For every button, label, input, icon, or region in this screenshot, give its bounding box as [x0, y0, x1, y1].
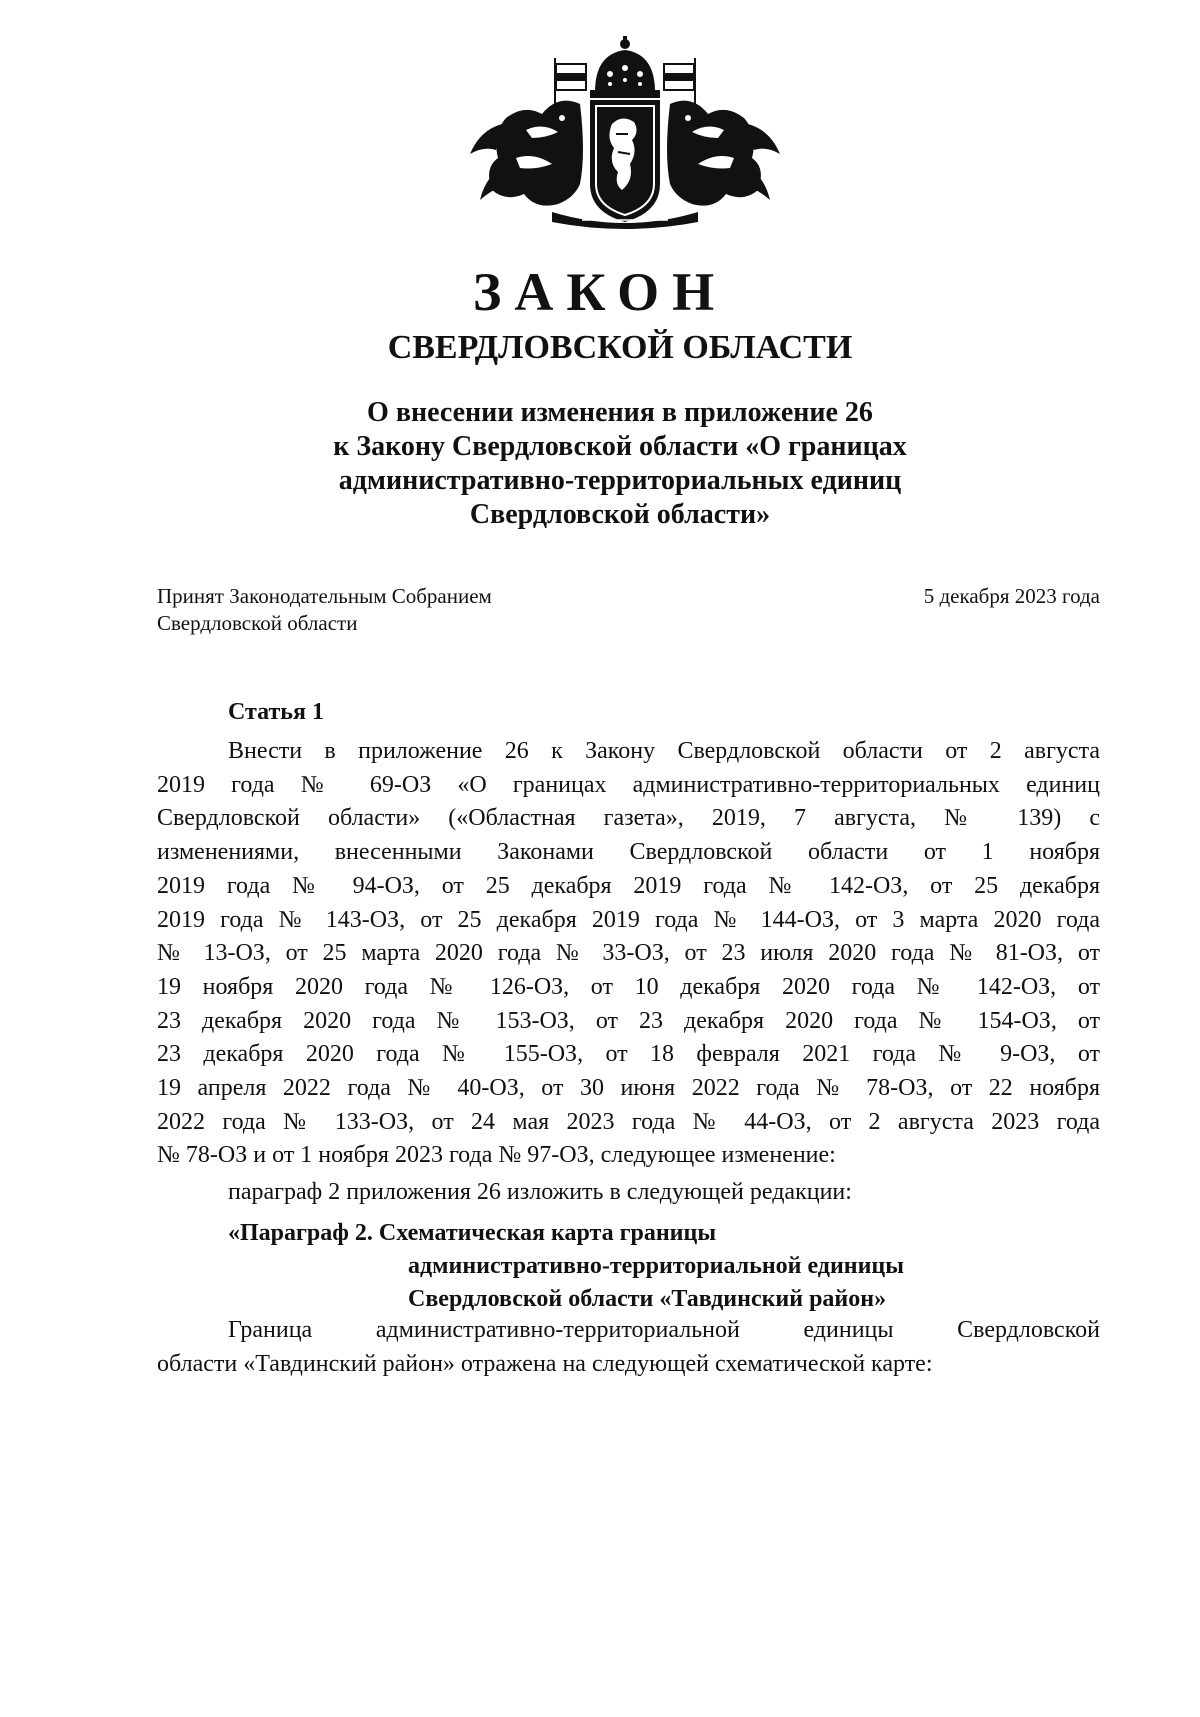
heading-line: к Закону Свердловской области «О границах: [333, 431, 907, 462]
paragraph-instruction: [157, 1176, 1100, 1210]
paragraph-heading: [228, 1217, 904, 1316]
adopted-date: 5 декабря 2023 года: [923, 584, 1100, 608]
text-line: № 78-ОЗ и от 1 ноября 2023 года № 97-ОЗ, следующее изменение:: [157, 1142, 836, 1169]
text-line: изменениями, внесенными Законами Свердловской области от 1 ноября: [157, 839, 1100, 866]
heading-line: Свердловской области»: [469, 499, 771, 530]
article-text: [157, 735, 1100, 1173]
boundary-text: [157, 1314, 1100, 1381]
text-line: 2019 года № 69-ОЗ «О границах административно-территориальных единиц: [157, 771, 1100, 798]
text-line: Свердловской области» («Областная газета», 2019, 7 августа, № 139) с: [157, 805, 1100, 832]
paragraph-heading-line: «Параграф 2. Схематическая карта границы: [228, 1220, 717, 1246]
text-line: Граница административно-территориальной единицы Свердловской: [228, 1317, 1100, 1343]
text-line: 23 декабря 2020 года № 153-ОЗ, от 23 декабря 2020 года № 154-ОЗ, от: [157, 1007, 1100, 1034]
coat-of-arms-emblem: [462, 34, 788, 236]
heading-line: административно-территориальных единиц: [338, 465, 902, 496]
text-line: 2019 года № 94-ОЗ, от 25 декабря 2019 года № 142-ОЗ, от 25 декабря: [157, 872, 1100, 899]
text-line: 23 декабря 2020 года № 155-ОЗ, от 18 февраля 2021 года № 9-ОЗ, от: [157, 1041, 1100, 1068]
adopted-line: Принят Законодательным Собранием: [157, 584, 492, 608]
adopted-by: [157, 583, 492, 637]
text-line: № 13-ОЗ, от 25 марта 2020 года № 33-ОЗ, от 23 июля 2020 года № 81-ОЗ, от: [157, 940, 1100, 967]
text-line: 2022 года № 133-ОЗ, от 24 мая 2023 года № 44-ОЗ, от 2 августа 2023 года: [157, 1108, 1100, 1135]
text-line: 2019 года № 143-ОЗ, от 25 декабря 2019 года № 144-ОЗ, от 3 марта 2020 года: [157, 906, 1100, 933]
paragraph-heading-line: Свердловской области «Тавдинский район»: [408, 1286, 887, 1312]
article-heading: Статья 1: [228, 699, 324, 725]
text-line: параграф 2 приложения 26 изложить в следующей редакции:: [228, 1179, 852, 1205]
text-line: Внести в приложение 26 к Закону Свердловской области от 2 августа: [228, 738, 1100, 764]
law-title: ЗАКОН: [472, 262, 728, 322]
adopted-line: Свердловской области: [157, 611, 358, 635]
text-line: 19 апреля 2022 года № 40-ОЗ, от 30 июня 2022 года № 78-ОЗ, от 22 ноября: [157, 1075, 1100, 1102]
heading-line: О внесении изменения в приложение 26: [367, 397, 873, 428]
law-subtitle: СВЕРДЛОВСКОЙ ОБЛАСТИ: [387, 329, 853, 366]
document-heading: [0, 396, 1200, 532]
text-line: области «Тавдинский район» отражена на следующей схематической карте:: [157, 1350, 933, 1377]
text-line: 19 ноября 2020 года № 126-ОЗ, от 10 декабря 2020 года № 142-ОЗ, от: [157, 973, 1100, 1000]
paragraph-heading-line: административно-территориальной единицы: [408, 1253, 904, 1279]
